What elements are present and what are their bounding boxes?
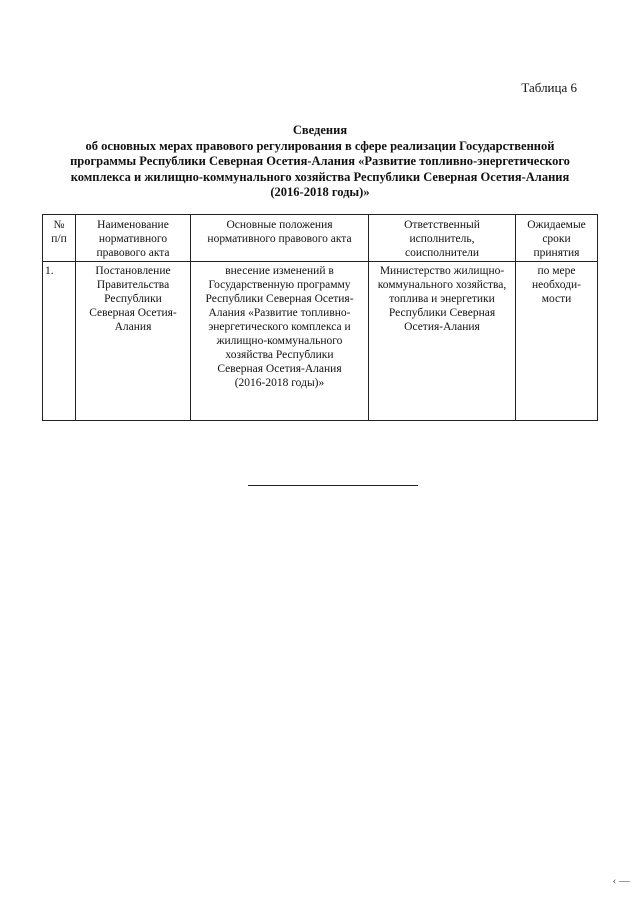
closing-divider [248,485,418,486]
table-number: Таблица 6 [521,80,577,95]
heading-line: об основных мерах правового регулирования в сфере реализации Государственной [85,138,555,153]
row-executor: Министерство жилищно- коммунального хозяйства, топлива и энергетики Республики Северная Осетия-Алания [369,262,516,421]
header-deadline: Ожидаемые сроки принятия [516,215,598,262]
header-executor: Ответственный исполнитель, соисполнители [369,215,516,262]
heading-title: Сведения [292,123,348,137]
header-number: № п/п [43,215,76,262]
table-header-row [43,215,598,262]
document-heading [40,123,600,201]
header-provisions: Основные положения нормативного правового акта [191,215,369,262]
corner-mark: ‹ — [612,875,630,887]
header-act-name: Наименование нормативного правового акта [76,215,191,262]
heading-line: программы Республики Северная Осетия-Алания «Развитие топливно-энергетического [70,154,570,168]
measures-table [42,214,598,421]
row-provisions: внесение изменений в Государственную программу Республики Северная Осетия- Алания «Развитие топливно- энергетического комплекса и жилищно-коммунального хозяйства Республики Северная Осетия-Алания (2016-2018 годы)» [191,262,369,421]
table-row [43,262,598,421]
heading-line: (2016-2018 годы)» [270,185,370,199]
heading-line: комплекса и жилищно-коммунального хозяйства Республики Северная Осетия-Алания [70,169,570,184]
row-number: 1. [43,262,76,421]
row-deadline: по мере необходи- мости [516,262,598,421]
row-act-name: Постановление Правительства Республики Северная Осетия- Алания [76,262,191,421]
